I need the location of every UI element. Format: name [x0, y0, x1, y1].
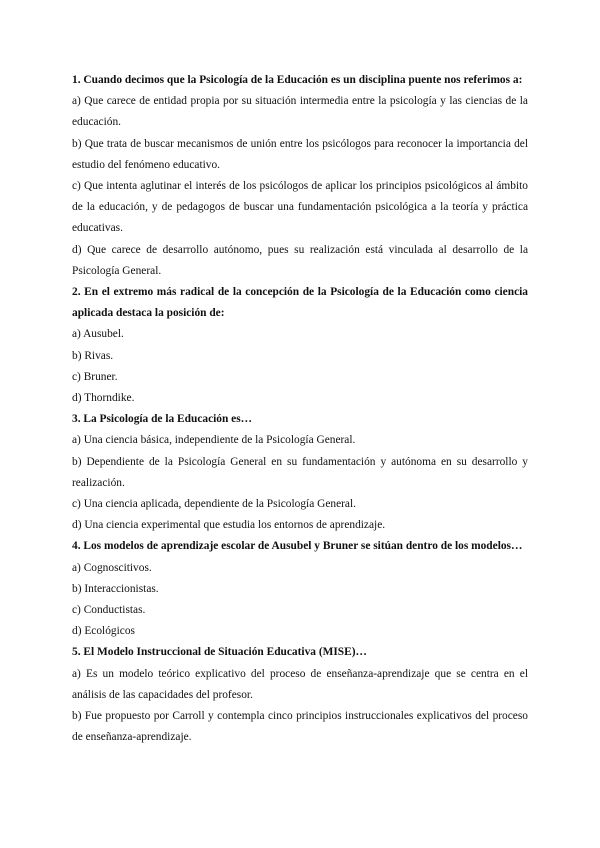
question-4-option-c: c) Conductistas. [72, 604, 146, 617]
question-2-option-b: b) Rivas. [72, 349, 114, 362]
question-2-option-d: d) Thorndike. [72, 392, 135, 405]
question-block-3 [72, 409, 528, 536]
question-5-text: 5. El Modelo Instruccional de Situación Educativa (MISE)… [72, 646, 367, 659]
question-2-option-a: a) Ausubel. [72, 328, 124, 341]
question-2-option-c: c) Bruner. [72, 370, 118, 383]
question-1-option-d: d) Que carece de desarrollo autónomo, pues su realización está vinculada al desarrollo de la Psicología General. [72, 243, 528, 277]
question-5-option-a: a) Es un modelo teórico explicativo del proceso de enseñanza-aprendizaje que se centra en el análisis de las capacidades del profesor. [72, 667, 528, 701]
question-4-option-d: d) Ecológicos [72, 625, 135, 638]
question-block-1 [72, 70, 528, 282]
question-3-option-c: c) Una ciencia aplicada, dependiente de la Psicología General. [72, 498, 356, 511]
question-1-text: 1. Cuando decimos que la Psicología de la Educación es un disciplina puente nos referimos a: [72, 74, 523, 86]
question-3-option-b: b) Dependiente de la Psicología General en su fundamentación y autónoma en su desarrollo y realización. [72, 455, 528, 489]
question-4-text: 4. Los modelos de aprendizaje escolar de Ausubel y Bruner se sitúan dentro de los modelos… [72, 540, 523, 553]
question-1-option-c: c) Que intenta aglutinar el interés de los psicólogos de aplicar los principios psicológicos al ámbito de la educación, y de pedagogos de buscar una fundamentación psicológica a la teoría y práctica educativas. [72, 180, 528, 235]
question-4-option-b: b) Interaccionistas. [72, 582, 159, 595]
question-4-option-a: a) Cognoscitivos. [72, 561, 152, 574]
question-1-option-b: b) Que trata de buscar mecanismos de unión entre los psicólogos para reconocer la importancia del estudio del fenómeno educativo. [72, 137, 528, 171]
question-2-text: 2. En el extremo más radical de la concepción de la Psicología de la Educación como ciencia aplicada destaca la posición de: [72, 286, 528, 320]
question-3-text: 3. La Psicología de la Educación es… [72, 413, 253, 426]
question-3-option-d: d) Una ciencia experimental que estudia los entornos de aprendizaje. [72, 519, 386, 532]
question-block-4 [72, 536, 528, 642]
question-block-5 [72, 642, 528, 748]
question-3-option-a: a) Una ciencia básica, independiente de la Psicología General. [72, 434, 356, 447]
question-1-option-a: a) Que carece de entidad propia por su situación intermedia entre la psicología y las ciencias de la educación. [72, 95, 528, 129]
quiz-content [72, 70, 528, 749]
question-5-option-b: b) Fue propuesto por Carroll y contempla cinco principios instruccionales explicativos del proceso de enseñanza-aprendizaje. [72, 710, 528, 744]
question-block-2 [72, 282, 528, 409]
